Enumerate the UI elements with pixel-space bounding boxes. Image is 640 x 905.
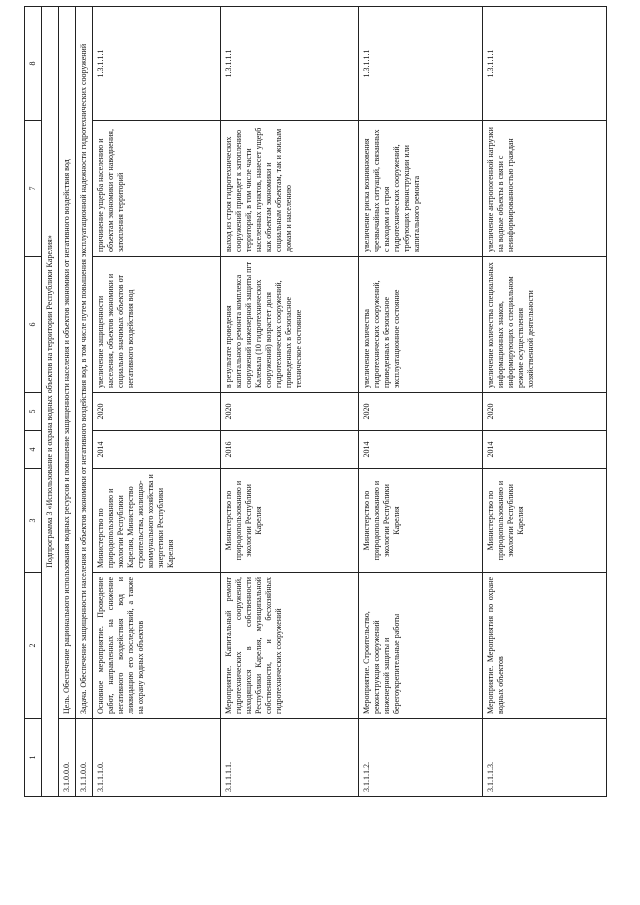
subprogram-title-row — [42, 7, 59, 797]
column-number: 4 — [25, 431, 42, 469]
row-code: 3.1.1.1.0. — [93, 719, 221, 797]
row-end-year: 2020 — [221, 393, 359, 431]
table-row — [483, 7, 607, 797]
task-text: Задача. Обеспечение защищенности населения и объектов экономики от негативного воздействия вод, в том числе путем повышения эксплуатационной надежности гидротехнических сооружений — [76, 7, 93, 719]
row-result: увеличение защищенности населения, объектов экономики и социально значимых объектов от негативного воздействия вод — [93, 257, 221, 393]
row-start-year: 2014 — [483, 431, 607, 469]
row-link: 1.3.1.1.1 — [93, 7, 221, 121]
table-row — [359, 7, 483, 797]
column-number: 3 — [25, 469, 42, 573]
goal-code: 3.1.0.0.0. — [59, 719, 76, 797]
row-consequences: увеличение антропогенной нагрузки на водные объекты в связи с неинформированностью граждан — [483, 121, 607, 257]
table-row — [221, 7, 359, 797]
row-start-year: 2014 — [359, 431, 483, 469]
row-executor: Министерство по природопользованию и экологии Республики Карелия — [221, 469, 359, 573]
row-start-year: 2016 — [221, 431, 359, 469]
program-table — [24, 6, 607, 797]
row-executor: Министерство по природопользованию и экологии Республики Карелия — [359, 469, 483, 573]
column-number: 8 — [25, 7, 42, 121]
column-number: 1 — [25, 719, 42, 797]
goal-text: Цель. Обеспечение рационального использования водных ресурсов и повышение защищенности населения и объектов экономики от негативного воздействия вод — [59, 7, 76, 719]
row-executor: Министерство по природопользованию и экологии Республики Карелия — [483, 469, 607, 573]
row-consequences: причинение ущерба населению и объектам экономики от наводнения, затопления территорий — [93, 121, 221, 257]
task-row — [76, 7, 93, 797]
row-consequences: выход из строя гидротехнических сооружений приведет к затоплению территорий, в том числе части населенных пунктов, нанесет ущерб как объектам экономики и социальным объектам, так и жилым домам и населению — [221, 121, 359, 257]
row-name: Основное мероприятие. Проведение работ, направленных на снижение негативного воздействия вод и ликвидацию его последствий, а также на охрану водных объектов — [93, 573, 221, 719]
row-code: 3.1.1.1.3. — [483, 719, 607, 797]
row-code: 3.1.1.1.2. — [359, 719, 483, 797]
row-code: 3.1.1.1.1. — [221, 719, 359, 797]
row-start-year: 2014 — [93, 431, 221, 469]
row-name: Мероприятие. Строительство, реконструкция сооружений инженерной защиты и берегоукрепительные работы — [359, 573, 483, 719]
column-number: 6 — [25, 257, 42, 393]
goal-row — [59, 7, 76, 797]
row-end-year: 2020 — [93, 393, 221, 431]
row-result: увеличение количества специальных информационных знаков, информирующих о специальном режиме осуществления хозяйственной деятельности — [483, 257, 607, 393]
subprogram-title: Подпрограмма 3 «Использование и охрана водных объектов на территории Республики Карелия» — [42, 7, 59, 797]
row-link: 1.3.1.1.1 — [483, 7, 607, 121]
row-consequences: увеличение риска возникновения чрезвычайных ситуаций, связанных с выходом из строя гидротехнических сооружений, требующих реконструкции или капитального ремонта — [359, 121, 483, 257]
row-result: в результате проведения капитального ремонта комплекса сооружений инженерной защиты пгт Калевала (10 гидротехнических сооружений) возрастет доля гидротехнических сооружений, приведенных в безопасное техническое состояние — [221, 257, 359, 393]
column-number-row — [25, 7, 42, 797]
row-name: Мероприятие. Мероприятия по охране водных объектов — [483, 573, 607, 719]
row-link: 1.3.1.1.1 — [359, 7, 483, 121]
row-result: увеличение количества гидротехнических сооружений, приведенных в безопасное эксплуатационное состояние — [359, 257, 483, 393]
table-row — [93, 7, 221, 797]
row-end-year: 2020 — [483, 393, 607, 431]
task-code: 3.1.1.0.0. — [76, 719, 93, 797]
column-number: 7 — [25, 121, 42, 257]
column-number: 2 — [25, 573, 42, 719]
row-end-year: 2020 — [359, 393, 483, 431]
row-executor: Министерство по природопользованию и экологии Республики Карелия, Министерство строительства, жилищно-коммунального хозяйства и энергетики Республики Карелия — [93, 469, 221, 573]
column-number: 5 — [25, 393, 42, 431]
row-link: 1.3.1.1.1 — [221, 7, 359, 121]
row-name: Мероприятие. Капитальный ремонт гидротехнических сооружений, находящихся в собственности Республики Карелия, муниципальной собственности, и бесхозяйных гидротехнических сооружений — [221, 573, 359, 719]
